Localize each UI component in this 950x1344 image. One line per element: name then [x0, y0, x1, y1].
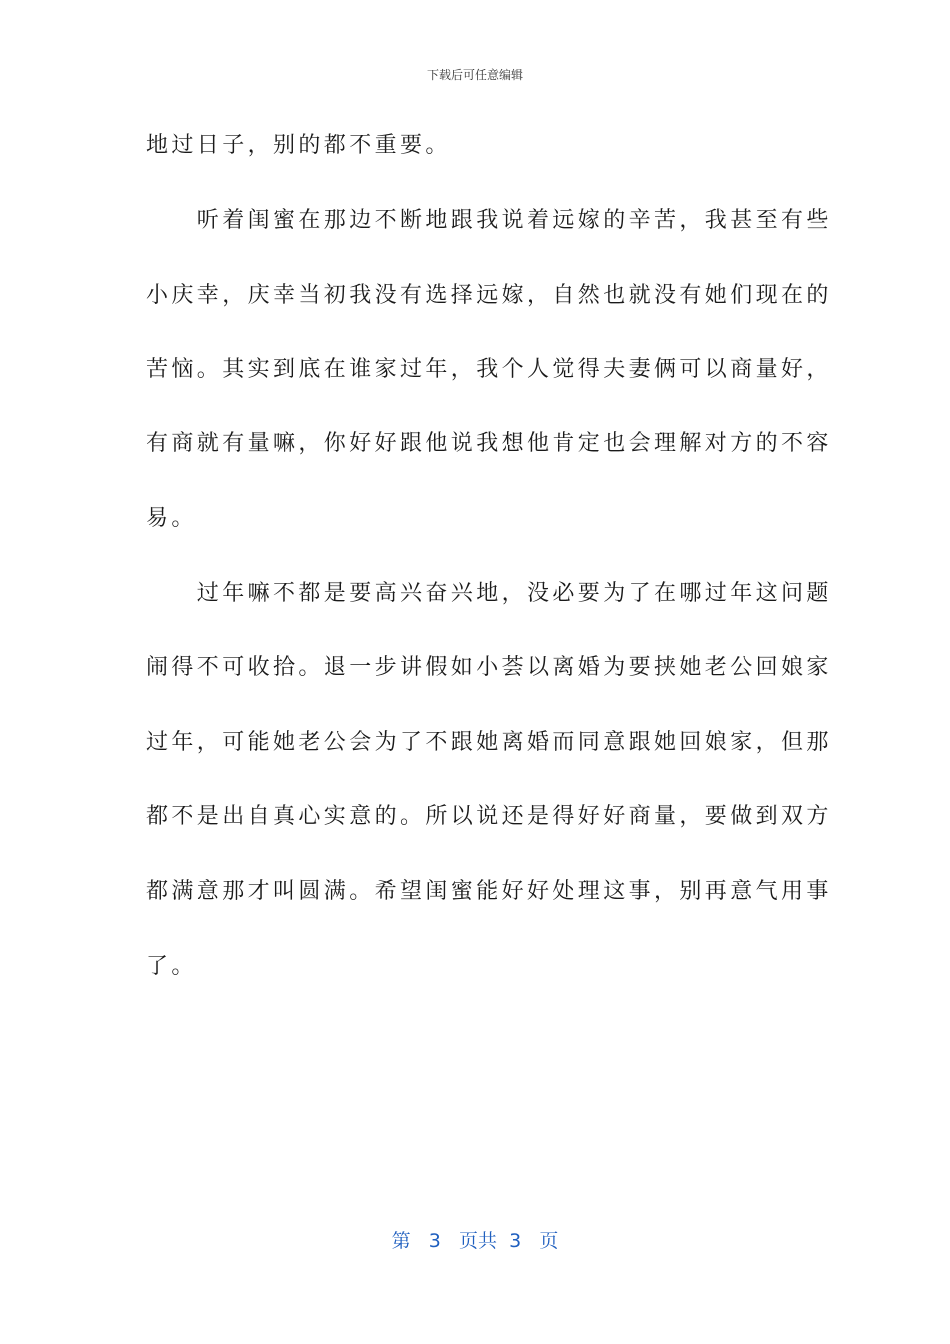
body-line: 过年，可能她老公会为了不跟她离婚而同意跟她回娘家，但那 [146, 730, 832, 755]
body-line: 过年嘛不都是要高兴奋兴地，没必要为了在哪过年这问题 [146, 581, 832, 606]
page-label-mid: 页共 [459, 1230, 498, 1252]
body-line: 苦恼。其实到底在谁家过年，我个人觉得夫妻俩可以商量好， [146, 357, 832, 382]
body-line: 听着闺蜜在那边不断地跟我说着远嫁的辛苦，我甚至有些 [146, 208, 832, 233]
page-label-suffix: 页 [539, 1230, 559, 1252]
body-line: 小庆幸，庆幸当初我没有选择远嫁，自然也就没有她们现在的 [146, 283, 832, 308]
current-page: 3 [428, 1230, 441, 1252]
body-line: 了。 [146, 954, 197, 979]
page-label-prefix: 第 [391, 1230, 411, 1252]
body-line: 闹得不可收拾。退一步讲假如小荟以离婚为要挟她老公回娘家 [146, 655, 832, 680]
body-line: 都满意那才叫圆满。希望闺蜜能好好处理这事，别再意气用事 [146, 879, 832, 904]
body-line: 有商就有量嘛，你好好跟他说我想他肯定也会理解对方的不容 [146, 431, 832, 456]
page-header: 下载后可任意编辑 [426, 68, 523, 82]
body-line: 地过日子，别的都不重要。 [146, 133, 451, 158]
body-line: 易。 [146, 506, 197, 531]
total-pages: 3 [509, 1230, 522, 1252]
page-number-footer [0, 1226, 950, 1253]
body-line: 都不是出自真心实意的。所以说还是得好好商量，要做到双方 [146, 804, 832, 829]
